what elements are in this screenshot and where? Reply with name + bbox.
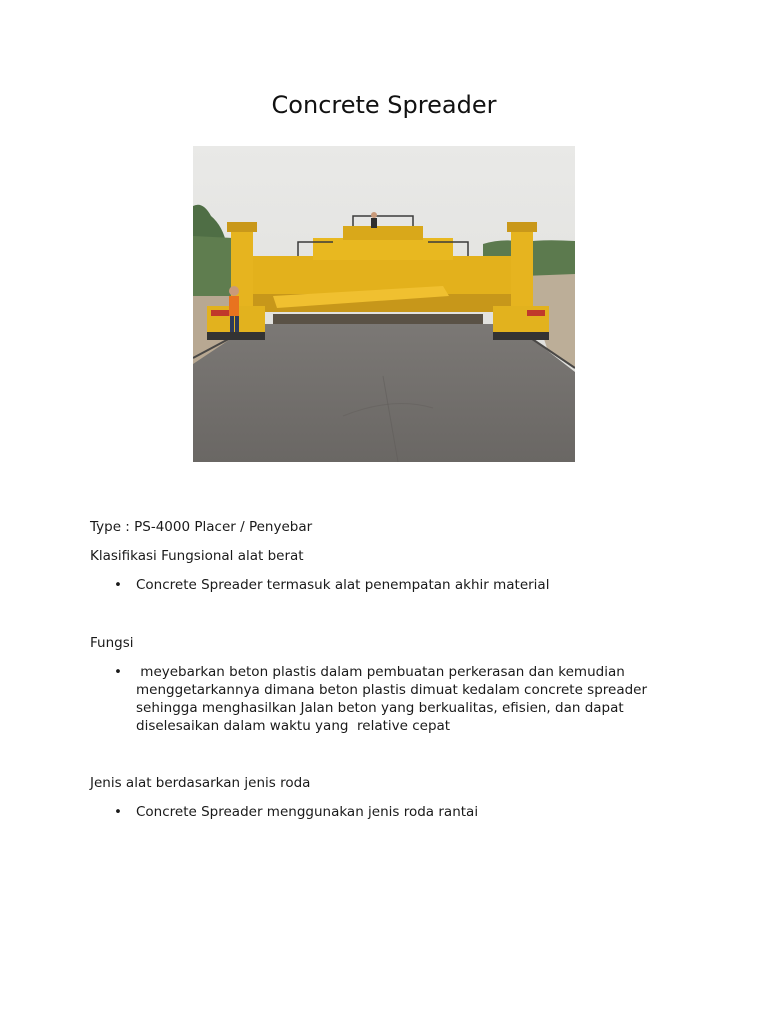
bullet-marker: • [114,577,122,593]
page-title: Concrete Spreader [271,91,497,119]
bullet-marker: • [114,804,122,820]
jenis-item: Concrete Spreader menggunakan jenis roda rantai [136,804,479,820]
klasifikasi-heading: Klasifikasi Fungsional alat berat [90,548,304,564]
fungsi-line: meyebarkan beton plastis dalam pembuatan perkerasan dan kemudian [136,664,625,680]
fungsi-line: diselesaikan dalam waktu yang relative cepat [136,718,451,734]
fungsi-line: menggetarkannya dimana beton plastis dimuat kedalam concrete spreader [136,682,648,698]
concrete-spreader-photo [193,146,575,462]
type-line: Type : PS-4000 Placer / Penyebar [90,519,313,535]
fungsi-heading: Fungsi [90,635,134,651]
bullet-marker: • [114,664,122,680]
jenis-heading: Jenis alat berdasarkan jenis roda [90,775,311,791]
fungsi-line: sehingga menghasilkan Jalan beton yang berkualitas, efisien, dan dapat [136,700,624,716]
klasifikasi-item: Concrete Spreader termasuk alat penempatan akhir material [136,577,550,593]
